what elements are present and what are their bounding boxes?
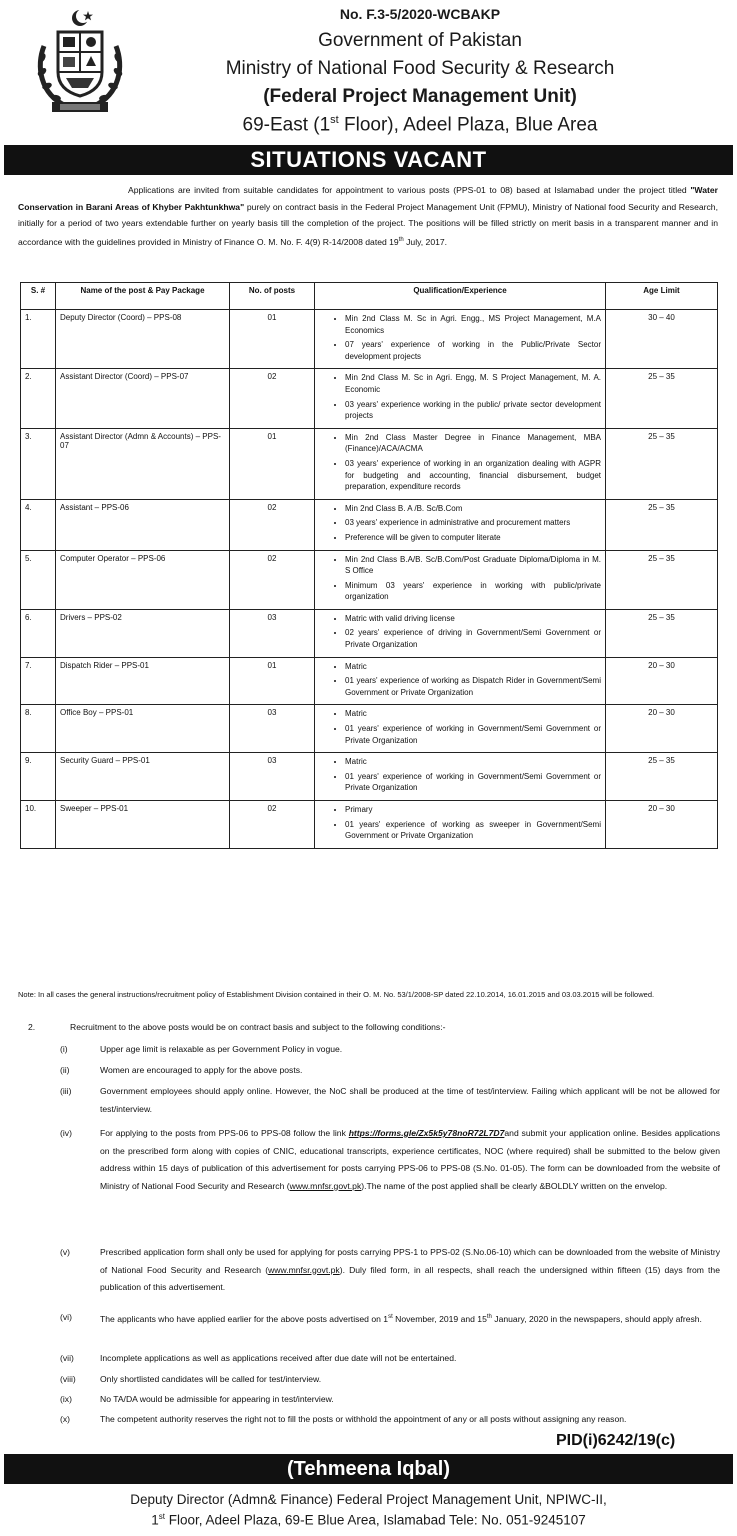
condition-viii: (viii) Only shortlisted candidates will be called for test/interview. <box>60 1374 322 1384</box>
table-row <box>21 369 718 428</box>
qualification-item: • Matric <box>345 756 601 768</box>
qualification-item: • 01 years' experience of working in Government/Semi Government or Private Organization <box>345 723 601 746</box>
qualification-item: • Preference will be given to computer literate <box>345 532 601 544</box>
table-row <box>21 801 718 849</box>
row-age-limit: 20 – 30 <box>606 705 718 753</box>
qualification-item: • Min 2nd Class M. Sc in Agri. Engg., MS Project Management, M.A Economics <box>345 313 601 336</box>
table-row <box>21 550 718 609</box>
condition-vi: (vi) The applicants who have applied earlier for the above posts advertised on 1st November, 2019 and 15th January, 2020 in the newspapers, should apply afresh. <box>60 1312 702 1324</box>
qualification-item: • 03 years' experience in administrative and procurement matters <box>345 517 601 529</box>
row-post-name: Assistant Director (Coord) – PPS-07 <box>56 369 230 428</box>
header-qualification: Qualification/Experience <box>315 283 606 310</box>
header-post-name: Name of the post & Pay Package <box>56 283 230 310</box>
row-sn: 2. <box>21 369 56 428</box>
qualification-list <box>319 613 601 651</box>
qualification-item: • 01 years' experience of working as Dispatch Rider in Government/Semi Government or Private Organization <box>345 675 601 698</box>
row-no-of-posts: 02 <box>230 550 315 609</box>
row-qualification <box>315 369 606 428</box>
row-post-name: Assistant Director (Admn & Accounts) – PPS-07 <box>56 428 230 499</box>
table-row <box>21 499 718 550</box>
condition-x: (x) The competent authority reserves the right not to fill the posts or withhold the appointment of any or all posts without assigning any reason. <box>60 1414 627 1424</box>
table-row <box>21 657 718 705</box>
row-no-of-posts: 02 <box>230 369 315 428</box>
row-qualification <box>315 550 606 609</box>
qualification-item: • Matric <box>345 708 601 720</box>
row-qualification <box>315 753 606 801</box>
row-age-limit: 30 – 40 <box>606 310 718 369</box>
qualification-list <box>319 708 601 746</box>
row-sn: 3. <box>21 428 56 499</box>
qualification-item: • Min 2nd Class M. Sc in Agri. Engg, M. S Project Management, M. A. Economic <box>345 372 601 395</box>
condition-v: (v) Prescribed application form shall only be used for applying for posts carrying PPS-1 to PPS-02 (S.No.06-10) which can be downloaded from the website of Ministry of National Food Security and Research (www.mnfsr.govt.pk). Duly filed form, in all respects, shall reach the undersigned within fifteen (15) days from the publication of this advertisement. <box>60 1247 720 1293</box>
row-no-of-posts: 02 <box>230 801 315 849</box>
intro-paragraph: Applications are invited from suitable candidates for appointment to various posts (PPS-01 to 08) based at Islamabad under the project titled "Water Conservation in Barani Areas of Khyber Pakhtunkhwa" purely on contract basis in the Federal Project Management Unit (FPMU), Ministry of National food Security and Research, initially for a period of two years extendable further on yearly basis till the completion of the project. The positions will be filled strictly on merit basis in a transparent manner and in accordance with the guidelines provided in Ministry of Finance O. M. No. F. 4(9) R-14/2008 dated 19th July, 2017. <box>18 185 718 247</box>
signatory-name: (Tehmeena Iqbal) <box>287 1458 450 1480</box>
row-no-of-posts: 01 <box>230 428 315 499</box>
government-title: Government of Pakistan <box>318 30 522 51</box>
row-qualification <box>315 609 606 657</box>
header-no-of-posts: No. of posts <box>230 283 315 310</box>
qualification-item: • 07 years' experience of working in the Public/Private Sector development projects <box>345 339 601 362</box>
row-qualification <box>315 499 606 550</box>
row-sn: 8. <box>21 705 56 753</box>
table-header-row <box>21 283 718 310</box>
table-row <box>21 609 718 657</box>
row-age-limit: 25 – 35 <box>606 550 718 609</box>
qualification-item: • Matric <box>345 661 601 673</box>
table-row <box>21 428 718 499</box>
row-no-of-posts: 01 <box>230 657 315 705</box>
posts-table-body <box>21 310 718 849</box>
qualification-item: • Minimum 03 years' experience in working with public/private organization <box>345 580 601 603</box>
qualification-item: • Min 2nd Class B.A/B. Sc/B.Com/Post Graduate Diploma/Diploma in M. S Office <box>345 554 601 577</box>
row-post-name: Computer Operator – PPS-06 <box>56 550 230 609</box>
qualification-item: • 01 years' experience of working as sweeper in Government/Semi Government or Private Organization <box>345 819 601 842</box>
row-qualification <box>315 428 606 499</box>
row-age-limit: 20 – 30 <box>606 657 718 705</box>
row-age-limit: 25 – 35 <box>606 753 718 801</box>
pid-number: PID(i)6242/19(c) <box>556 1432 676 1449</box>
qualification-item: • Primary <box>345 804 601 816</box>
condition-iv: (iv) For applying to the posts from PPS-06 to PPS-08 follow the link https://forms.gle/Zx5k5y78noR72L7D7and submit your application online. Besides applications on the prescribed form along with copies of CNIC, educational transcripts, experience certificates, NOC (where required) shall be submitted to the below given address within 15 days of publication of this advertisement for posts carrying PPS-06 to PPS-08 (S.No. 01-05). The form can be downloaded from the website of Ministry of National Food Security and Research (www.mnfsr.govt.pk).The name of the post applied shall be clearly &BOLDLY written on the envelop. <box>60 1128 720 1191</box>
row-no-of-posts: 03 <box>230 705 315 753</box>
condition-vii: (vii) Incomplete applications as well as applications received after due date will not be entertained. <box>60 1353 457 1363</box>
row-sn: 4. <box>21 499 56 550</box>
row-sn: 5. <box>21 550 56 609</box>
row-post-name: Security Guard – PPS-01 <box>56 753 230 801</box>
row-qualification <box>315 310 606 369</box>
header-sn: S. # <box>21 283 56 310</box>
condition-ix: (ix) No TA/DA would be admissible for appearing in test/interview. <box>60 1394 334 1404</box>
note-text: Note: In all cases the general instructions/recruitment policy of Establishment Division contained in their O. M. No. 53/1/2008-SP dated 22.10.2014, 16.01.2015 and 03.03.2015 will be followed. <box>18 990 655 999</box>
row-no-of-posts: 01 <box>230 310 315 369</box>
qualification-item: • 03 years' experience of working in an organization dealing with AGPR for budgeting and accounting, financial disbursement, budget preparation, expenditure records <box>345 458 601 493</box>
ministry-website-link-2[interactable]: www.mnfsr.govt.pk <box>268 1264 340 1275</box>
unit-title: (Federal Project Management Unit) <box>263 86 577 107</box>
table-row <box>21 753 718 801</box>
row-sn: 1. <box>21 310 56 369</box>
row-sn: 7. <box>21 657 56 705</box>
qualification-item: • 01 years' experience of working in Government/Semi Government or Private Organization <box>345 771 601 794</box>
row-post-name: Assistant – PPS-06 <box>56 499 230 550</box>
row-no-of-posts: 02 <box>230 499 315 550</box>
government-of-pakistan-emblem-icon <box>30 6 130 116</box>
ministry-website-link[interactable]: www.mnfsr.govt.pk <box>289 1180 362 1191</box>
qualification-list <box>319 804 601 842</box>
qualification-list <box>319 661 601 699</box>
qualification-list <box>319 372 601 421</box>
row-qualification <box>315 801 606 849</box>
qualification-list <box>319 756 601 794</box>
row-age-limit: 20 – 30 <box>606 801 718 849</box>
posts-table <box>20 282 718 849</box>
condition-iii: (iii) Government employees should apply online. However, the NoC shall be produced at the time of test/interview. Failing which applicant will be not be allowed for test/interview. <box>60 1086 720 1114</box>
row-sn: 6. <box>21 609 56 657</box>
row-post-name: Drivers – PPS-02 <box>56 609 230 657</box>
condition-i: (i) Upper age limit is relaxable as per Government Policy in vogue. <box>60 1044 343 1054</box>
row-sn: 10. <box>21 801 56 849</box>
qualification-list <box>319 432 601 493</box>
project-title: "Water Conservation in Barani Areas of Khyber Pakhtunkhwa" <box>18 185 718 212</box>
row-post-name: Dispatch Rider – PPS-01 <box>56 657 230 705</box>
signatory-address: 1st Floor, Adeel Plaza, 69-E Blue Area, Islamabad Tele: No. 051-9245107 <box>151 1512 586 1528</box>
office-address: 69-East (1st Floor), Adeel Plaza, Blue Area <box>242 114 598 136</box>
condition-ii: (ii) Women are encouraged to apply for the above posts. <box>60 1065 303 1075</box>
row-qualification <box>315 705 606 753</box>
row-age-limit: 25 – 35 <box>606 609 718 657</box>
qualification-list <box>319 313 601 362</box>
application-form-link[interactable]: https://forms.gle/Zx5k5y78noR72L7D7 <box>348 1128 505 1138</box>
row-age-limit: 25 – 35 <box>606 499 718 550</box>
signatory-designation: Deputy Director (Admn& Finance) Federal Project Management Unit, NPIWC-II, <box>130 1492 607 1507</box>
situations-vacant-banner: SITUATIONS VACANT <box>4 145 733 175</box>
qualification-item: • Min 2nd Class B. A /B. Sc/B.Com <box>345 503 601 515</box>
qualification-list <box>319 503 601 544</box>
header-age-limit: Age Limit <box>606 283 718 310</box>
row-post-name: Sweeper – PPS-01 <box>56 801 230 849</box>
qualification-item: • 03 years' experience working in the public/ private sector development projects <box>345 399 601 422</box>
row-no-of-posts: 03 <box>230 753 315 801</box>
ministry-title: Ministry of National Food Security & Research <box>225 58 615 79</box>
qualification-item: • Min 2nd Class Master Degree in Finance Management, MBA (Finance)/ACA/ACMA <box>345 432 601 455</box>
row-post-name: Office Boy – PPS-01 <box>56 705 230 753</box>
table-row <box>21 310 718 369</box>
qualification-list <box>319 554 601 603</box>
row-post-name: Deputy Director (Coord) – PPS-08 <box>56 310 230 369</box>
reference-number: No. F.3-5/2020-WCBAKP <box>339 6 501 22</box>
row-qualification <box>315 657 606 705</box>
table-row <box>21 705 718 753</box>
row-no-of-posts: 03 <box>230 609 315 657</box>
qualification-item: • Matric with valid driving license <box>345 613 601 625</box>
row-age-limit: 25 – 35 <box>606 369 718 428</box>
row-sn: 9. <box>21 753 56 801</box>
row-age-limit: 25 – 35 <box>606 428 718 499</box>
qualification-item: • 02 years' experience of driving in Government/Semi Government or Private Organization <box>345 627 601 650</box>
paragraph-2: 2. Recruitment to the above posts would be on contract basis and subject to the following conditions:- <box>28 1022 446 1032</box>
